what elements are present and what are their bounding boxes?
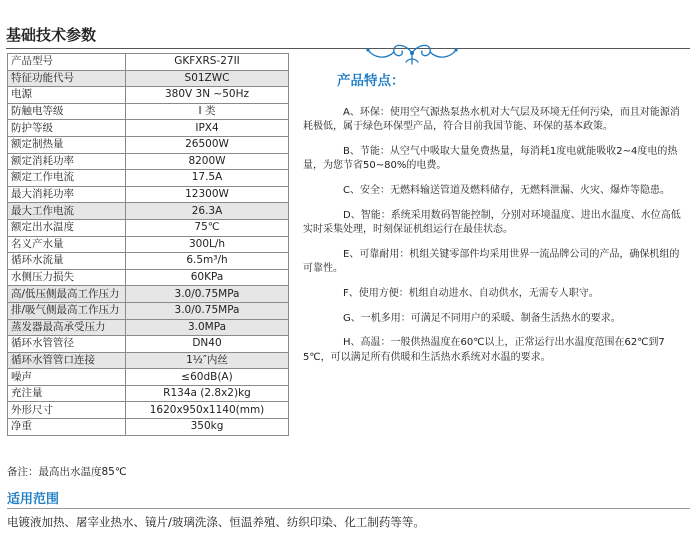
table-row (8, 70, 289, 87)
spec-value: 26.3A (126, 203, 289, 220)
spec-label: 蒸发器最高承受压力 (8, 319, 126, 336)
feature-item: H、高温：一般供热温度在60℃以上，正常运行出水温度范围在62℃到75℃，可以满足所有供暖和生活热水系统对水温的要求。 (303, 337, 665, 363)
feature-item: F、使用方便：机组自动进水、自动供水，无需专人职守。 (343, 287, 599, 299)
spec-value: 350kg (126, 419, 289, 436)
spec-value: 1620x950x1140(mm) (126, 402, 289, 419)
spec-label: 高/低压侧最高工作压力 (8, 286, 126, 303)
table-row (8, 402, 289, 419)
features-list (303, 106, 689, 375)
spec-label: 充注量 (8, 385, 126, 402)
table-row (8, 170, 289, 187)
spec-value: 1½″内丝 (126, 352, 289, 369)
spec-label: 额定制热量 (8, 136, 126, 153)
table-row (8, 352, 289, 369)
table-row (8, 136, 289, 153)
page-title: 基础技术参数 (6, 26, 97, 44)
table-row (8, 253, 289, 270)
spec-value: 60KPa (126, 269, 289, 286)
spec-note: 备注：最高出水温度85℃ (7, 466, 127, 478)
spec-label: 循环水管管口连接 (8, 352, 126, 369)
spec-label: 额定出水温度 (8, 219, 126, 236)
table-row (8, 219, 289, 236)
spec-label: 循环水流量 (8, 253, 126, 270)
spec-value: ≤60dB(A) (126, 369, 289, 386)
spec-value: 300L/h (126, 236, 289, 253)
table-row (8, 87, 289, 104)
spec-value: 3.0/0.75MPa (126, 286, 289, 303)
spec-label: 特征功能代号 (8, 70, 126, 87)
table-row (8, 236, 289, 253)
feature-item: C、安全：无燃料输送管道及燃料储存，无燃料泄漏、火灾、爆炸等隐患。 (343, 185, 670, 196)
table-row (8, 336, 289, 353)
spec-label: 产品型号 (8, 54, 126, 71)
spec-label: 最大消耗功率 (8, 186, 126, 203)
spec-value: R134a (2.8x2)kg (126, 385, 289, 402)
spec-label: 额定消耗功率 (8, 153, 126, 170)
feature-item: B、节能：从空气中吸取大量免费热量，每消耗1度电就能吸收2~4度电的热量，为您节省50~80%的电费。 (303, 146, 678, 172)
spec-value: 26500W (126, 136, 289, 153)
spec-value: 3.0/0.75MPa (126, 302, 289, 319)
spec-label: 水侧压力损失 (8, 269, 126, 286)
title-divider (6, 48, 690, 49)
spec-value: 12300W (126, 186, 289, 203)
table-row (8, 286, 289, 303)
spec-value: 75℃ (126, 219, 289, 236)
table-row (8, 385, 289, 402)
spec-value: IPX4 (126, 120, 289, 137)
table-row (8, 419, 289, 436)
table-row (8, 302, 289, 319)
spec-value: S01ZWC (126, 70, 289, 87)
spec-value: I 类 (126, 103, 289, 120)
spec-value: 3.0MPa (126, 319, 289, 336)
table-row (8, 153, 289, 170)
usage-text: 电镀液加热、屠宰业热水、镜片/玻璃洗涤、恒温养殖、纺织印染、化工制药等等。 (7, 515, 425, 529)
feature-item: E、可靠耐用：机组关键零部件均采用世界一流品牌公司的产品，确保机组的可靠性。 (303, 248, 680, 274)
feature-item: A、环保：使用空气源热泵热水机对大气层及环境无任何污染，而且对能源消耗极低，属于绿色环保型产品，符合目前我国节能、环保的基本政策。 (303, 107, 680, 133)
spec-value: 8200W (126, 153, 289, 170)
usage-title: 适用范围 (7, 492, 60, 507)
spec-label: 额定工作电流 (8, 170, 126, 187)
spec-label: 名义产水量 (8, 236, 126, 253)
table-row (8, 186, 289, 203)
spec-table (7, 53, 289, 436)
spec-label: 噪声 (8, 369, 126, 386)
table-row (8, 319, 289, 336)
table-row (8, 120, 289, 137)
spec-label: 循环水管管径 (8, 336, 126, 353)
usage-divider (7, 508, 690, 509)
spec-label: 最大工作电流 (8, 203, 126, 220)
table-row (8, 54, 289, 71)
spec-label: 外形尺寸 (8, 402, 126, 419)
spec-value: 6.5m³/h (126, 253, 289, 270)
spec-value: GKFXRS-27II (126, 54, 289, 71)
table-row (8, 269, 289, 286)
flourish-ornament-icon (362, 38, 462, 68)
spec-value: 17.5A (126, 170, 289, 187)
table-row (8, 103, 289, 120)
spec-label: 电源 (8, 87, 126, 104)
feature-item: D、智能：系统采用数码智能控制，分别对环境温度、进出水温度、水位高低实时采集处理，时刻保证机组运行在最佳状态。 (303, 209, 681, 235)
spec-value: 380V 3N ~50Hz (126, 87, 289, 104)
spec-value: DN40 (126, 336, 289, 353)
spec-label: 防护等级 (8, 120, 126, 137)
spec-label: 防触电等级 (8, 103, 126, 120)
spec-label: 排/吸气侧最高工作压力 (8, 302, 126, 319)
table-row (8, 203, 289, 220)
features-title: 产品特点： (337, 73, 405, 89)
table-row (8, 369, 289, 386)
spec-label: 净重 (8, 419, 126, 436)
feature-item: G、一机多用：可满足不同用户的采暖、制备生活热水的要求。 (343, 312, 621, 324)
